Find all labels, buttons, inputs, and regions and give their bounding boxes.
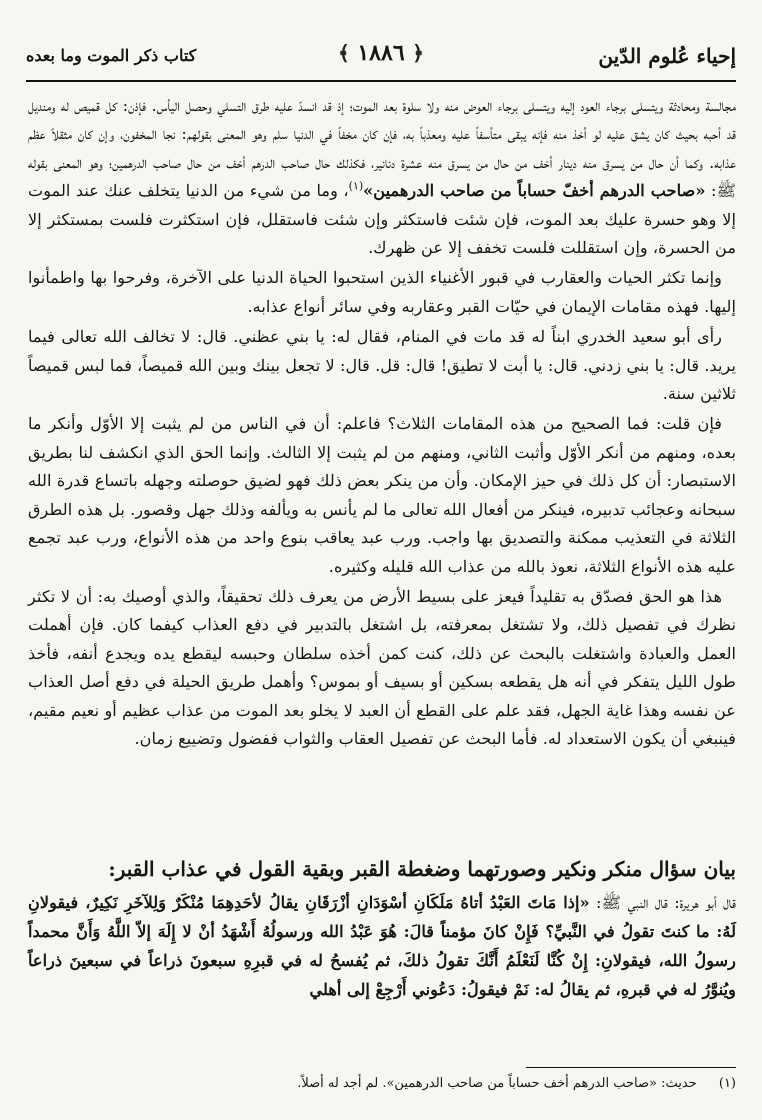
- paragraph-4: فإن قلت: فما الصحيح من هذه المقامات الثلاث؟ فاعلم: أن في الناس من لم يثبت إلا الأوّل وأنكر ما بعده، ومنهم من أنكر الأوّل وأثبت الثاني، ومنهم من لم يثبت إلا الثالث. وإنما الحق الذي انكشف لنا بطريق الاستبصار: أن كل ذلك في حيز الإمكان. وأن من ينكر بعض ذلك فهو لضيق حوصلته وجهله باتساع قدرة الله سبحانه وعجائب تدبيره، فينكر من أفعال الله تعالى ما لم يأنس به ويألفه وذلك جهل وقصور. بل هذه الطرق الثلاثة في التعذيب ممكنة والتصديق بها واجب. ورب عبد يعاقب بنوع واحد من هذه الأنواع، ورب عبد تجمع عليه هذه الأنواع الثلاثة، نعوذ بالله من عذاب الله قليله وكثيره.: [28, 414, 736, 576]
- section-text: [28, 888, 736, 1004]
- header-divider: [26, 80, 736, 82]
- chapter-title: كتاب ذكر الموت وما بعده: [26, 46, 197, 65]
- footnote-text: حديث: «صاحب الدرهم أخف حساباً من صاحب الدرهمين». لم أجد له أصلاً.: [297, 1076, 697, 1091]
- footnote-reference[interactable]: (١): [348, 179, 364, 193]
- footnote-divider: [526, 1067, 736, 1068]
- section-intro: قال أبو هريرة: قال النبي ﷺ:: [589, 893, 736, 912]
- paragraph-3: رأى أبو سعيد الخدري ابناً له قد مات في المنام، فقال له: يا بني عظني. قال: لا تخالف الله تعالى فيما يريد. قال: يا بني زدني. قال: يا أبت لا تطيق! قال: قل. قال: لا تجعل بينك وبين الله قميصاً، فما لبس قميصاً ثلاثين سنة.: [28, 327, 736, 404]
- book-title: إحياء عُلوم الدّين: [598, 44, 736, 68]
- section-hadith-quote: «إذا مَاتَ العَبْدُ أتاهُ مَلَكَانِ أسْوَدَانِ أزْرَقَانِ يقالُ لأحَدِهِمَا مُنْكَرٌ وَلِلآخَرِ نَكِيرٌ، فيقولانِ لَهُ: ما كنتَ تقولُ في النَّبيِّ؟ فَإِنْ كانَ مؤمناً قالَ: هُوَ عَبْدُ الله ورسولُهُ أَشْهَدُ أنْ لا إِلَهَ إلاّ اللَّهُ وَأَنَّ محمداً رسولُ الله، فيقولانِ: إِنْ كُنَّا لَنَعْلَمُ أَنَّكَ تقولُ ذلكَ، ثم يُفسحُ له في قبرِهِ سبعونَ ذراعاً في سبعينَ ذراعاً ويُنوَّرُ له في قبرهِ، ثم يقالُ له: نَمْ فيقولُ: دَعُوني أَرْجِعْ إلى أهلي: [28, 893, 736, 999]
- section-title: بيان سؤال منكر ونكير وصورتهما وضغطة القبر وبقية القول في عذاب القبر:: [108, 857, 736, 881]
- page-number: [338, 40, 424, 66]
- footnote-number: (١): [718, 1076, 736, 1091]
- page-number-value: ١٨٨٦: [357, 40, 405, 66]
- paragraph-1-continuation: ، وما من شيء من الدنيا يتخلف عنك عند الموت إلا وهو حسرة عليك بعد الموت، فإن شئت فاستكثر وإن شئت فاستقلل، فإن استكثرت فلست بمستكثر إلا من الحسرة، وإن استقللت فلست تخفف إلا عن ظهرك.: [28, 181, 736, 258]
- ornament-right-icon: ﴿: [412, 41, 425, 65]
- paragraph-1: [28, 92, 736, 262]
- paragraph-5: هذا هو الحق فصدّق به تقليداً فيعز على بسيط الأرض من يعرف ذلك تحقيقاً، والذي أوصيك به: أن لا تكثر نظرك في تفصيل ذلك، ولا تشتغل بمعرفته، بل اشتغل بالتدبير في دفع العذاب كيفما كان. فإن أهملت العمل والعبادة واشتغلت بالبحث عن ذلك، كنت كمن أخذه سلطان وحبسه ليقطع يده ويجدع أنفه، فأخذ طول الليل يتفكر في أنه هل يقطعه بسكين أو بسيف أو بموس؟ وأهمل طريق الحيلة في دفع أصل العذاب عن نفسه وهذا غاية الجهل، فقد علم على القطع أن العبد لا يخلو بعد الموت من عذاب عظيم أو نعيم مقيم، فينبغي أن يكون الاستعداد له. فأما البحث عن تفصيل العقاب والثواب ففضول وتضييع زمان.: [28, 586, 736, 748]
- paragraph-1-text: مجالسة ومحادثة ويتسلى برجاء العود إليه ويتسلى برجاء العوض منه ولا سلوة بعد الموت؛ إذ قد انسدّ عليه طرق التسلي وحصل اليأس. فإذن: كل قميص له ومنديل قد أحبه بحيث كان يشق عليه لو أخذ منه فإنه يبقى متأسفاً عليه ومعذباً به، فإن كان مخفاً في الدنيا سلم وهو المعنى بقولهم: نجا المخفون، وإن كان مثقلاً عظم عذابه. وكما أن حال من يسرق منه دينار أخف من حال من يسرق منه عشرة دنانير، فكذلك حال صاحب الدرهم أخف من حال صاحب الدرهمين؛ وهو المعنى بقوله ﷺ:: [28, 96, 736, 201]
- page-header: [26, 40, 736, 80]
- main-text: [28, 92, 736, 753]
- paragraph-2: وإنما تكثر الحيات والعقارب في قبور الأغنياء الذين استحبوا الحياة الدنيا على الآخرة، وفرحوا بها واطمأنوا إليها. فهذه مقامات الإيمان في حيّات القبر وعقاربه وفي سائر أنواع عذابه.: [28, 268, 736, 316]
- section: [28, 852, 736, 1004]
- footnote: [26, 1074, 736, 1094]
- ornament-left-icon: ﴾: [337, 41, 350, 65]
- hadith-quote: «صاحب الدرهم أخفّ حساباً من صاحب الدرهمين»: [363, 181, 706, 201]
